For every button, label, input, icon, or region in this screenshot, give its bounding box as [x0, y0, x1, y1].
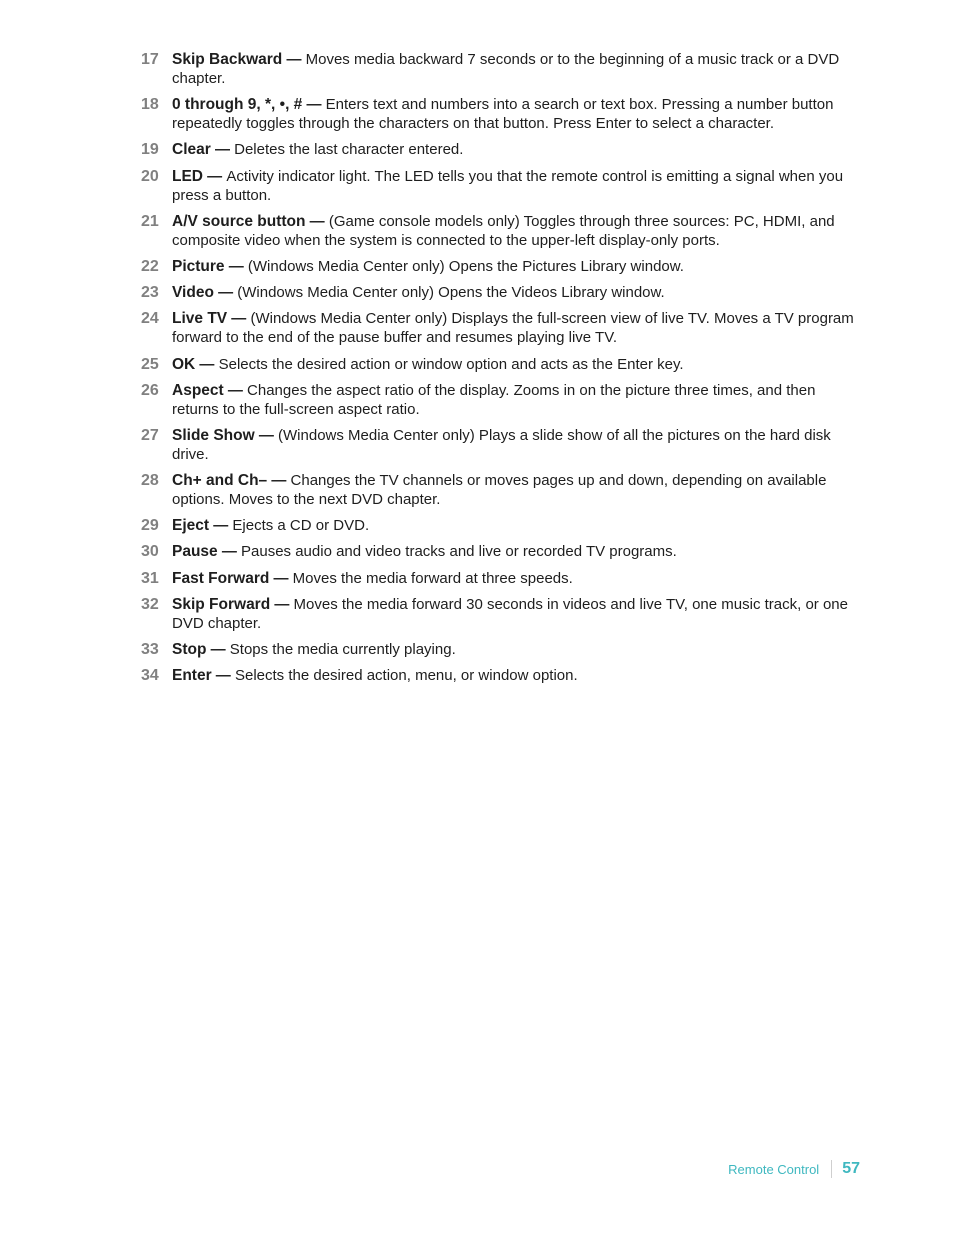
item-body: [172, 542, 859, 561]
item-number: 29: [141, 517, 159, 535]
item-number: 25: [141, 355, 159, 373]
item-term: Clear: [172, 141, 211, 159]
item-dash: —: [302, 96, 326, 114]
list-item: [141, 595, 859, 633]
item-dash: —: [267, 472, 291, 490]
list-item: [141, 471, 859, 509]
item-term: Enter: [172, 667, 212, 685]
list-item: [141, 212, 859, 250]
item-number: 19: [141, 141, 159, 159]
item-term: Fast Forward: [172, 569, 270, 587]
item-description: (Windows Media Center only) Displays the full-screen view of live TV. Moves a TV program forward to the end of the pause buffer and resumes playing live TV.: [172, 310, 854, 347]
item-body: [172, 309, 859, 347]
list-item: [141, 309, 859, 347]
item-body: [172, 355, 859, 374]
item-dash: —: [224, 257, 248, 275]
item-number: 27: [141, 426, 159, 444]
item-dash: —: [217, 543, 242, 561]
item-description: Stops the media currently playing.: [229, 641, 456, 658]
item-dash: —: [305, 212, 329, 230]
footer-section-title: Remote Control: [728, 1161, 820, 1177]
item-description: (Game console models only) Toggles through three sources: PC, HDMI, and composite video when the system is connected to the upper-left display-only ports.: [172, 212, 835, 249]
item-description: Changes the aspect ratio of the display. Zooms in on the picture three times, and then returns to the full-screen aspect ratio.: [172, 381, 816, 418]
item-body: [172, 640, 859, 659]
item-term: Slide Show: [172, 426, 255, 444]
item-term: A/V source button: [172, 212, 306, 230]
remote-control-button-list: [141, 50, 859, 692]
list-item: [141, 516, 859, 535]
item-description: Ejects a CD or DVD.: [232, 517, 370, 535]
list-item: [141, 167, 859, 205]
item-dash: —: [227, 310, 251, 328]
item-description: (Windows Media Center only) Plays a slide show of all the pictures on the hard disk drive.: [172, 426, 831, 463]
item-description: Selects the desired action or window option and acts as the Enter key.: [218, 355, 684, 373]
list-item: [141, 542, 859, 561]
item-dash: —: [269, 569, 293, 587]
item-term: OK: [172, 355, 196, 373]
item-dash: —: [213, 284, 238, 302]
item-description: Enters text and numbers into a search or text box. Pressing a number button repeatedly toggles through the characters on that button. Press Enter to select a character.: [172, 96, 834, 133]
item-description: Activity indicator light. The LED tells you that the remote control is emitting a signal when you press a button.: [172, 167, 844, 204]
item-body: [172, 381, 859, 419]
list-item: [141, 140, 859, 159]
list-item: [141, 355, 859, 374]
item-term: LED: [172, 167, 203, 185]
item-body: [172, 516, 859, 535]
list-item: [141, 95, 859, 133]
item-dash: —: [282, 51, 306, 68]
item-number: 24: [141, 310, 159, 328]
item-dash: —: [206, 641, 230, 658]
item-description: Moves the media forward at three speeds.: [292, 569, 573, 587]
item-body: [172, 426, 859, 464]
item-body: [172, 283, 859, 302]
item-number: 31: [141, 569, 159, 587]
item-number: 20: [141, 167, 159, 185]
item-number: 30: [141, 543, 159, 561]
item-dash: —: [203, 167, 227, 185]
list-item: [141, 50, 859, 88]
item-dash: —: [210, 141, 235, 159]
list-item: [141, 257, 859, 276]
item-dash: —: [209, 517, 233, 535]
page-footer: [728, 1160, 860, 1178]
item-description: Changes the TV channels or moves pages up and down, depending on available options. Moves to the next DVD chapter.: [172, 472, 827, 509]
item-number: 28: [141, 472, 159, 490]
item-description: Moves media backward 7 seconds or to the beginning of a music track or a DVD chapter.: [172, 51, 840, 87]
item-description: Selects the desired action, menu, or window option.: [234, 667, 578, 685]
item-number: 21: [141, 212, 159, 230]
item-number: 34: [141, 667, 159, 685]
item-number: 23: [141, 284, 159, 302]
item-body: [172, 595, 859, 633]
item-body: [172, 167, 859, 205]
list-item: [141, 666, 859, 685]
item-term: Live TV: [172, 310, 228, 328]
item-body: [172, 569, 859, 588]
item-term: 0 through 9, *, •, #: [172, 96, 303, 114]
footer-divider: [831, 1160, 832, 1178]
item-body: [172, 140, 859, 159]
item-number: 26: [141, 381, 159, 399]
item-body: [172, 666, 859, 685]
item-body: [172, 212, 859, 250]
item-term: Picture: [172, 257, 225, 275]
item-body: [172, 257, 859, 276]
item-number: 17: [141, 51, 159, 68]
item-number: 18: [141, 96, 159, 114]
item-dash: —: [223, 381, 248, 399]
item-term: Skip Backward: [172, 51, 283, 68]
item-number: 22: [141, 257, 159, 275]
item-dash: —: [270, 595, 294, 613]
list-item: [141, 283, 859, 302]
list-item: [141, 426, 859, 464]
item-description: (Windows Media Center only) Opens the Pictures Library window.: [247, 257, 684, 275]
item-number: 32: [141, 595, 159, 613]
item-dash: —: [195, 355, 219, 373]
page-number: 57: [842, 1160, 860, 1177]
item-body: [172, 95, 859, 133]
item-term: Eject: [172, 517, 210, 535]
item-term: Pause: [172, 543, 218, 561]
list-item: [141, 381, 859, 419]
item-description: (Windows Media Center only) Opens the Videos Library window.: [237, 284, 665, 302]
list-item: [141, 640, 859, 659]
item-body: [172, 50, 859, 88]
item-number: 33: [141, 641, 159, 658]
item-description: Deletes the last character entered.: [234, 141, 464, 159]
item-term: Stop: [172, 641, 207, 658]
list-item: [141, 569, 859, 588]
item-term: Aspect: [172, 381, 224, 399]
item-body: [172, 471, 859, 509]
item-term: Ch+ and Ch–: [172, 472, 268, 490]
item-dash: —: [254, 426, 279, 444]
item-dash: —: [211, 667, 235, 685]
item-description: Pauses audio and video tracks and live or recorded TV programs.: [241, 543, 677, 561]
item-term: Skip Forward: [172, 595, 271, 613]
item-term: Video: [172, 284, 214, 302]
item-description: Moves the media forward 30 seconds in videos and live TV, one music track, or one DVD chapter.: [172, 595, 848, 632]
